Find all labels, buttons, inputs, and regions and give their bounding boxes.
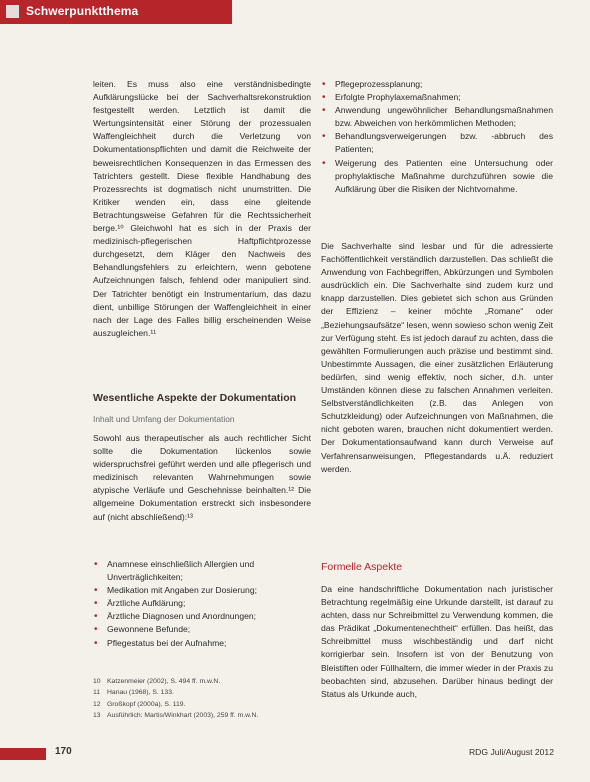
- footnote: 13 Ausführlich: Martis/Winkhart (2003), 259 ff. m.w.N.: [93, 712, 259, 720]
- list-item: • Ärztliche Diagnosen und Anordnungen;: [93, 610, 311, 623]
- right-paragraph-1-wrapper: [321, 240, 553, 476]
- section-label: Schwerpunktthema: [26, 4, 139, 18]
- footnotes: [93, 676, 311, 722]
- right-paragraph-1: Die Sachverhalte sind lesbar und für die adressierte Fachöffentlichkeit verständlich darzustellen. Das schließt die Anwendung von Fachbegriffen, Abkürzungen und Symbolen ausdrücklich ein. Die Sachverhalte sind zudem kurz und knapp darzustellen. Dies gebietet sich schon aus Gründen der Effizienz – keiner möchte „Romane“ oder „Beziehungsaufsätze“ lesen, wenn sowieso schon wenig Zeit zur Verfügung steht. Es ist jedoch darauf zu achten, dass die gewählten Formulierungen auch präzise und bestimmt sind. Unbestimmte Aussagen, die einer zusätzlichen Erläuterung bedürfen, sind wenig effektiv, noch sicher, d.h. unter Umständen können diese zu falschen Annahmen verleiten. Selbstverständlichkeiten (z.B. das Anlegen von Schutzkleidung) oder Aufzeichnungen von Maßnahmen, die nicht geboten waren, brauchen nicht dokumentiert werden. Der Dokumentationsaufwand kann durch Verweise auf Verfahrensanweisungen, Pflegestandards u.Ä. reduziert werden.: [321, 241, 553, 474]
- section-header: [0, 0, 232, 24]
- footer-marker: [0, 748, 46, 760]
- left-paragraph-1: leiten. Es muss also eine verständnisbedingte Aufklärungslücke bei der Sachverhaltsrekonstruktion festgestellt werden. Letztlich ist damit die Wertungsintensität einer Störung der prozessualen Waffengleichheit durch die Verletzung von Dokumentationspflichten und damit die Reichweite der beweisrechtlichen Konsequenzen in das Ermessen des Tatrichters gestellt. Diese flexible Handhabung des Prozessrechts ist dogmatisch nicht unumstritten. Die Kritiker wenden ein, dass eine gleitende Betrachtungsweise Gefahren für die Rechtssicherheit berge.¹⁰ Gleichwohl hat es sich in der Praxis der medizinisch-pflegerischen Haftpflichtprozesse durchgesetzt, dem Kläger den Nachweis des Behandlungsfehlers zu erleichtern, wenn gebotene Aufzeichnungen falsch, fehlend oder manipuliert sind. Der Tatrichter benötigt ein Instrumentarium, das dazu dient, unbillige Störungen der Waffengleichheit in einer nach der Lage des Falles billig erscheinenden Weise auszugleichen.¹¹: [93, 79, 311, 338]
- right-bullet-list: [321, 78, 553, 196]
- right-paragraph-2: Da eine handschriftliche Dokumentation nach juristischer Betrachtung regelmäßig eine Urkunde darstellt, ist darauf zu achten, dass nur Schreibmittel zu Verwendung kommen, die das Prädikat „Dokumentenechtheit“ erfüllen. Das heißt, das Schreibmittel muss wischbeständig und darf nicht korrigierbar sein. Insofern ist von der Benutzung von Bleistiften oder Füllhaltern, die immer wieder in der Praxis zu beobachten sind, abzusehen. Darüber hinaus bedingt der Status als Urkunde auch,: [321, 584, 553, 699]
- journal-info: RDG Juli/August 2012: [468, 747, 554, 757]
- footnote: 10 Katzenmeier (2002), S. 494 ff. m.w.N.: [93, 678, 221, 685]
- section-marker: [6, 5, 19, 18]
- list-item: • Erfolgte Prophylaxemaßnahmen;: [321, 91, 553, 104]
- right-paragraph-2-wrapper: [321, 583, 553, 701]
- right-heading: Formelle Aspekte: [321, 561, 403, 573]
- article-subheading: Inhalt und Umfang der Dokumentation: [93, 414, 235, 424]
- list-item: • Anamnese einschließlich Allergien und Unverträglichkeiten;: [93, 558, 311, 584]
- left-column-text: [93, 78, 311, 340]
- list-item: • Pflegeprozessplanung;: [321, 78, 553, 91]
- left-paragraph-2-wrapper: [93, 432, 311, 524]
- left-paragraph-2: Sowohl aus therapeutischer als auch rechtlicher Sicht sollte die Dokumentation lückenlos sowie widerspruchsfrei geführt werden und alle pflegerisch und medizinisch relevanten Wahrnehmungen sowie atypische Verläufe und Geschehnisse beinhalten.¹² Die allgemeine Dokumentation erstreckt sich insbesondere auf (nicht abschließend):¹³: [93, 433, 311, 522]
- footnote: 11 Hanau (1968), S. 133.: [93, 689, 174, 697]
- list-item: • Behandlungsverweigerungen bzw. -abbruch des Patienten;: [321, 130, 553, 156]
- list-item: • Weigerung des Patienten eine Untersuchung oder prophylaktische Maßnahme durchzuführen sowie die Aufklärung über die Risiken der Nichtvornahme.: [321, 157, 553, 196]
- footnote: 12 Großkopf (2000a), S. 119.: [93, 700, 186, 708]
- list-item: • Gewonnene Befunde;: [93, 623, 311, 636]
- list-item: • Ärztliche Aufklärung;: [93, 597, 311, 610]
- list-item: • Pflegestatus bei der Aufnahme;: [93, 637, 311, 650]
- article-heading: Wesentliche Aspekte der Dokumentation: [93, 392, 297, 404]
- list-item: • Anwendung ungewöhnlicher Behandlungsmaßnahmen bzw. Abweichen von herkömmlichen Methoden;: [321, 104, 553, 130]
- list-item: • Medikation mit Angaben zur Dosierung;: [93, 584, 311, 597]
- page-number: 170: [55, 746, 72, 757]
- left-bullet-list: [93, 558, 311, 650]
